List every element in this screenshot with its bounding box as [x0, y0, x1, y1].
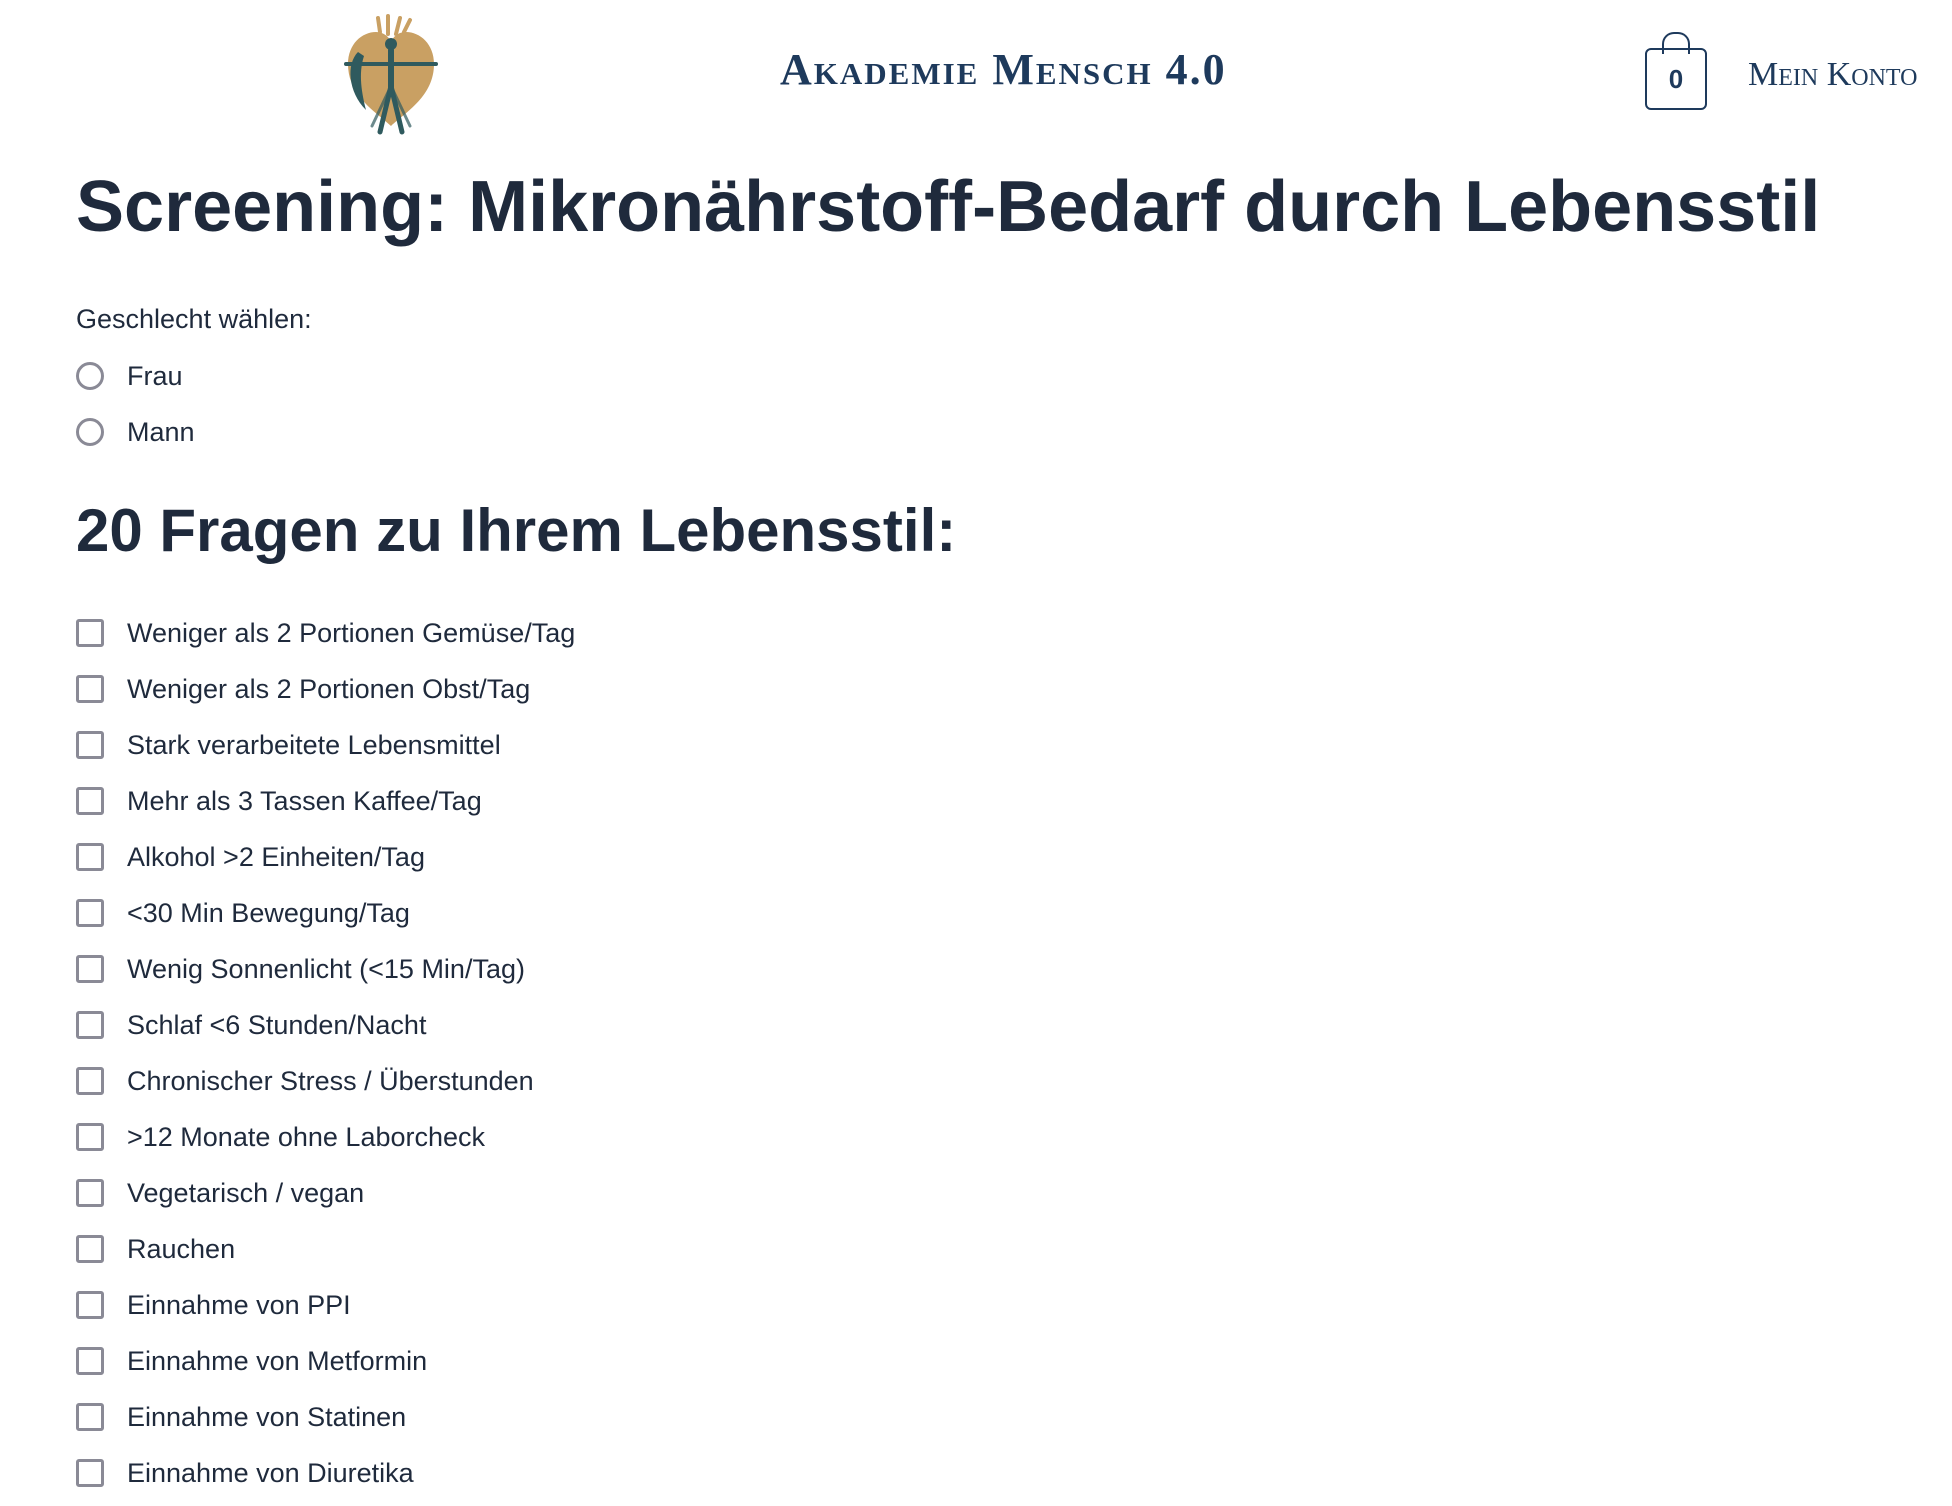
checkbox[interactable]	[76, 787, 104, 815]
question-checkbox[interactable]	[76, 837, 425, 877]
checkbox[interactable]	[76, 1011, 104, 1039]
radio-label: Mann	[127, 416, 195, 447]
vitruvian-heart-logo[interactable]	[336, 14, 446, 138]
checkbox[interactable]	[76, 899, 104, 927]
gender-radio-mann[interactable]	[76, 412, 195, 452]
radio-button[interactable]	[76, 362, 104, 390]
checkbox-label: Einnahme von Metformin	[127, 1345, 428, 1376]
question-checkbox[interactable]	[76, 1061, 534, 1101]
checkbox-label: Alkohol >2 Einheiten/Tag	[127, 841, 425, 872]
checkbox-label: Einnahme von PPI	[127, 1289, 351, 1320]
checkbox[interactable]	[76, 1459, 104, 1487]
cart-count: 0	[1668, 64, 1684, 94]
checkbox[interactable]	[76, 1235, 104, 1263]
question-checkbox[interactable]	[76, 1005, 426, 1045]
question-checkbox[interactable]	[76, 613, 575, 653]
question-checkbox[interactable]	[76, 1117, 485, 1157]
question-checkbox[interactable]	[76, 1341, 427, 1381]
question-checkbox[interactable]	[76, 949, 525, 989]
radio-button[interactable]	[76, 418, 104, 446]
checkbox[interactable]	[76, 955, 104, 983]
question-checkbox[interactable]	[76, 781, 482, 821]
checkbox-label: Schlaf <6 Stunden/Nacht	[127, 1009, 427, 1040]
site-header	[0, 0, 1952, 150]
gender-label: Geschlecht wählen:	[76, 304, 312, 334]
question-checkbox[interactable]	[76, 1397, 406, 1437]
checkbox[interactable]	[76, 1123, 104, 1151]
gender-radio-frau[interactable]	[76, 356, 183, 396]
page-title: Screening: Mikronährstoff-Bedarf durch Lebensstil	[76, 167, 1821, 247]
my-account-link[interactable]: Mein Konto	[1748, 56, 1918, 93]
checkbox-label: Weniger als 2 Portionen Obst/Tag	[127, 673, 531, 704]
site-title[interactable]: Akademie Mensch 4.0	[780, 45, 1227, 94]
checkbox[interactable]	[76, 843, 104, 871]
cart-button[interactable]	[1645, 32, 1707, 110]
checkbox[interactable]	[76, 619, 104, 647]
checkbox-label: <30 Min Bewegung/Tag	[127, 897, 410, 928]
radio-label: Frau	[127, 360, 183, 391]
question-checkbox[interactable]	[76, 725, 501, 765]
checkbox-label: Einnahme von Diuretika	[127, 1457, 414, 1488]
checkbox-label: Einnahme von Statinen	[127, 1401, 407, 1432]
checkbox[interactable]	[76, 675, 104, 703]
question-checkbox[interactable]	[76, 1285, 351, 1325]
checkbox[interactable]	[76, 1179, 104, 1207]
question-checkbox[interactable]	[76, 893, 410, 933]
checkbox[interactable]	[76, 1291, 104, 1319]
checkbox-label: Chronischer Stress / Überstunden	[127, 1065, 534, 1096]
question-checkbox[interactable]	[76, 1173, 364, 1213]
question-checkbox[interactable]	[76, 669, 530, 709]
question-checkbox[interactable]	[76, 1229, 235, 1269]
checkbox[interactable]	[76, 731, 104, 759]
checkbox-label: Rauchen	[127, 1233, 236, 1264]
checkbox[interactable]	[76, 1347, 104, 1375]
checkbox[interactable]	[76, 1403, 104, 1431]
checkbox-label: Stark verarbeitete Lebensmittel	[127, 729, 501, 760]
checkbox-label: Wenig Sonnenlicht (<15 Min/Tag)	[127, 953, 525, 984]
checkbox[interactable]	[76, 1067, 104, 1095]
checkbox-label: Mehr als 3 Tassen Kaffee/Tag	[127, 785, 482, 816]
question-checkbox[interactable]	[76, 1453, 414, 1493]
checkbox-label: Weniger als 2 Portionen Gemüse/Tag	[127, 617, 576, 648]
checkbox-label: >12 Monate ohne Laborcheck	[127, 1121, 486, 1152]
questions-heading: 20 Fragen zu Ihrem Lebensstil:	[76, 497, 957, 564]
checkbox-label: Vegetarisch / vegan	[127, 1177, 365, 1208]
